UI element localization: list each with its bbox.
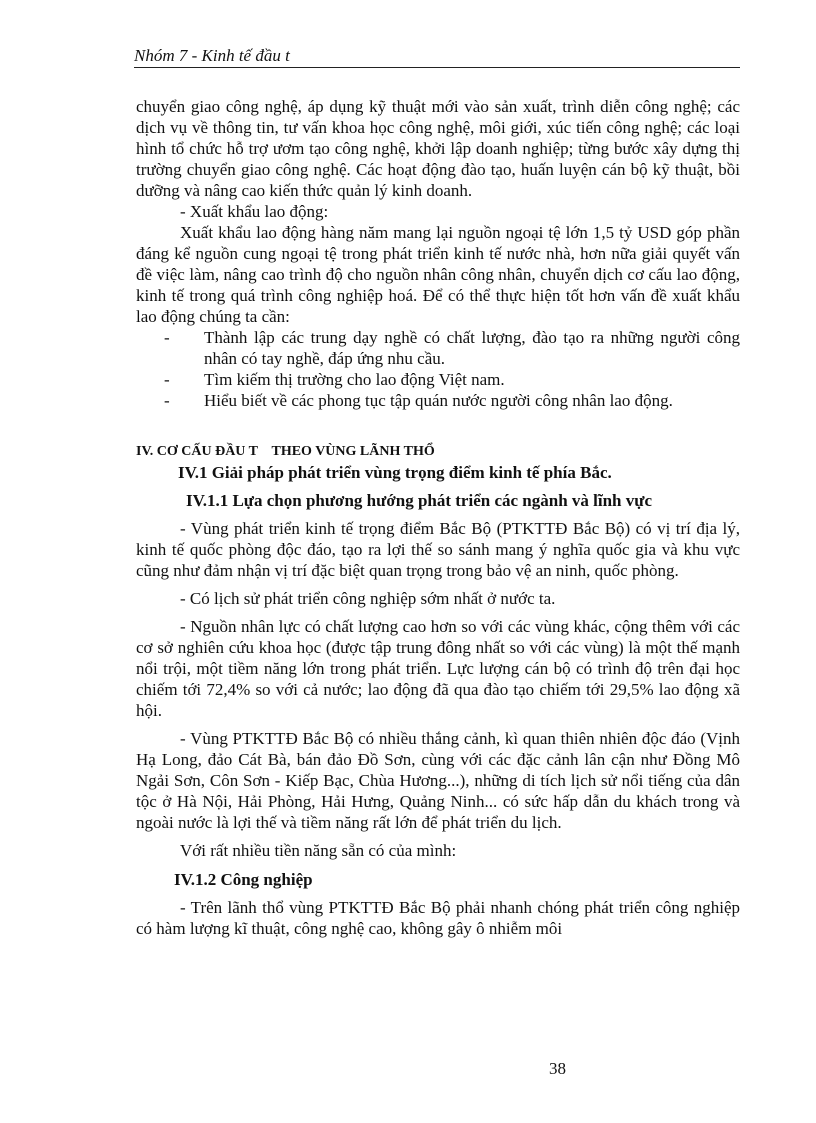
paragraph: - Có lịch sử phát triển công nghiệp sớm nhất ở nước ta. (180, 589, 556, 608)
list-item-text: Tìm kiếm thị trường cho lao động Việt nam. (204, 370, 505, 389)
paragraph: chuyển giao công nghệ, áp dụng kỹ thuật mới vào sản xuất, trình diễn công nghệ; các dịch vụ về thông tin, tư vấn khoa học công nghệ, môi giới, xúc tiến công nghệ; các loại hình tổ chức hỗ trợ ươm tạo công nghệ, khởi lập doanh nghiệp; từng bước xây dựng thị trường chuyển giao công nghệ. Các hoạt động đào tạo, huấn luyện cán bộ kỹ thuật, bồi dưỡng và nâng cao kiến thức quản lý kinh doanh. (136, 97, 740, 200)
page-number: 38 (549, 1059, 566, 1078)
list-item-text: Thành lập các trung dạy nghề có chất lượng, đào tạo ra những người công nhân có tay nghề, đáp ứng nhu cầu. (204, 328, 740, 368)
section-heading-iv: IV. CƠ CẤU ĐẦU T THEO VÙNG LÃNH THỔ (136, 444, 435, 459)
bullet-dash: - (164, 370, 170, 389)
section-heading-iv-1-2: IV.1.2 Công nghiệp (174, 870, 313, 889)
bullet-dash: - (164, 391, 170, 410)
page-body (136, 96, 740, 939)
paragraph: - Vùng PTKTTĐ Bắc Bộ có nhiều thắng cảnh, kì quan thiên nhiên độc đáo (Vịnh Hạ Long, đảo Cát Bà, bán đảo Đồ Sơn, cùng với các đặc cảnh lân cận như Đồng Mô Ngải Sơn, Côn Sơn - Kiếp Bạc, Chùa Hương...), những di tích lịch sử nổi tiếng của dân tộc ở Hà Nội, Hải Phòng, Hải Hưng, Quảng Ninh... có sức hấp dẫn du khách trong và ngoài nước là lợi thế và tiềm năng rất lớn để phát triển du lịch. (136, 729, 740, 832)
section-label-labor-export: - Xuất khẩu lao động: (180, 202, 329, 221)
list-item (136, 327, 740, 369)
paragraph: - Nguồn nhân lực có chất lượng cao hơn so với các vùng khác, cộng thêm với các cơ sở nghiên cứu khoa học (được tập trung đông nhất so với các vùng) là một thế mạnh nổi trội, một tiềm năng lớn trong phát triển. Lực lượng cán bộ có trình độ trên đại học chiếm tới 72,4% so với cả nước; lao động đã qua đào tạo chiếm tới 29,5% lao động xã hội. (136, 617, 740, 720)
bullet-dash: - (164, 328, 170, 347)
list-item-text: Hiểu biết về các phong tục tập quán nước người công nhân lao động. (204, 391, 673, 410)
running-header (134, 45, 740, 68)
header-title: Nhóm 7 - Kinh tế đầu t (134, 46, 290, 65)
paragraph: - Trên lãnh thổ vùng PTKTTĐ Bắc Bộ phải nhanh chóng phát triển công nghiệp có hàm lượng kĩ thuật, công nghệ cao, không gây ô nhiễm môi (136, 898, 740, 938)
list-item (136, 390, 740, 411)
section-heading-iv-1: IV.1 Giải pháp phát triển vùng trọng điểm kinh tế phía Bắc. (178, 463, 612, 482)
paragraph: - Vùng phát triển kinh tế trọng điểm Bắc Bộ (PTKTTĐ Bắc Bộ) có vị trí địa lý, kinh tế quốc phòng độc đáo, tạo ra lợi thế so sánh mang ý nghĩa quốc gia và khu vực cũng như đảm nhận vị trí đặc biệt quan trọng trong bảo vệ an ninh, quốc phòng. (136, 519, 740, 580)
section-heading-iv-1-1: IV.1.1 Lựa chọn phương hướng phát triển các ngành và lĩnh vực (186, 491, 653, 510)
paragraph: Với rất nhiều tiền năng sẵn có của mình: (180, 841, 457, 860)
paragraph: Xuất khẩu lao động hàng năm mang lại nguồn ngoại tệ lớn 1,5 tỷ USD góp phần đáng kể nguồn cung ngoại tệ trong phát triển kinh tế nước nhà, hơn nữa giải quyết vấn đề việc làm, nâng cao trình độ cho nguồn nhân công nhân, chuyển dịch cơ cấu lao động, kinh tế trong quá trình công nghiệp hoá. Để có thể thực hiện tốt hơn vấn đề xuất khẩu lao động chúng ta cần: (136, 223, 740, 326)
list-item (136, 369, 740, 390)
